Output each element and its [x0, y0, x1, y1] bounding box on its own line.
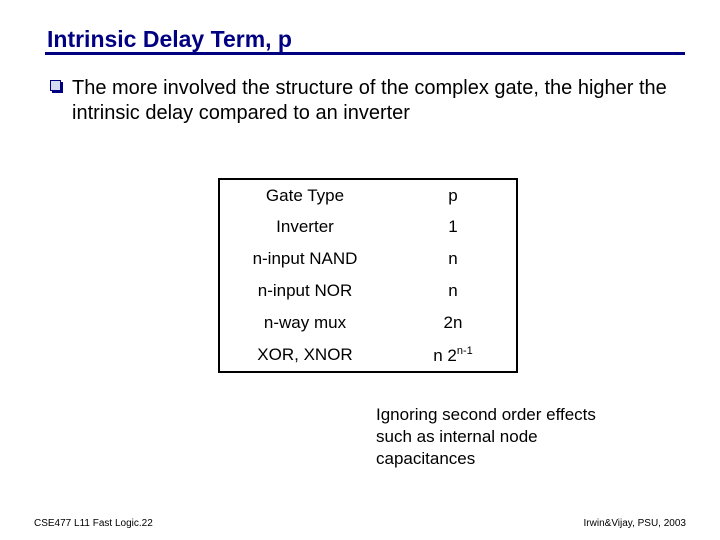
table-row	[219, 243, 517, 275]
footer-course: CSE477 L11 Fast Logic.22	[34, 518, 153, 529]
p-cell: n	[448, 281, 458, 300]
p-exponent: n-1	[456, 344, 473, 357]
title-underline	[45, 52, 685, 55]
gate-cell: n-way mux	[263, 313, 347, 332]
table-row	[219, 339, 517, 372]
p-cell: 1	[448, 217, 458, 236]
gate-cell: n-input NAND	[252, 249, 358, 268]
gate-cell: Inverter	[276, 217, 334, 236]
gate-cell: XOR, XNOR	[219, 339, 390, 372]
p-base: n 2	[433, 345, 457, 365]
p-cell: 2n	[443, 313, 463, 332]
intrinsic-delay-table	[218, 178, 518, 373]
bullet-text: The more involved the structure of the complex gate, the higher the intrinsic delay compared to an inverter	[72, 77, 667, 124]
p-cell	[390, 339, 517, 372]
header-gate-type: Gate Type	[265, 185, 345, 205]
table-header-row	[219, 179, 517, 211]
table-row	[219, 211, 517, 243]
checkbox-bullet-icon	[50, 80, 61, 91]
footer-authors: Irwin&Vijay, PSU, 2003	[583, 518, 686, 529]
p-cell: n	[448, 249, 458, 268]
table-row	[219, 275, 517, 307]
header-p: p	[448, 185, 458, 205]
slide-title: Intrinsic Delay Term, p	[47, 26, 292, 52]
table-row	[219, 307, 517, 339]
footnote-text: Ignoring second order effects such as internal node capacitances	[376, 405, 596, 468]
gate-cell: n-input NOR	[257, 281, 353, 300]
